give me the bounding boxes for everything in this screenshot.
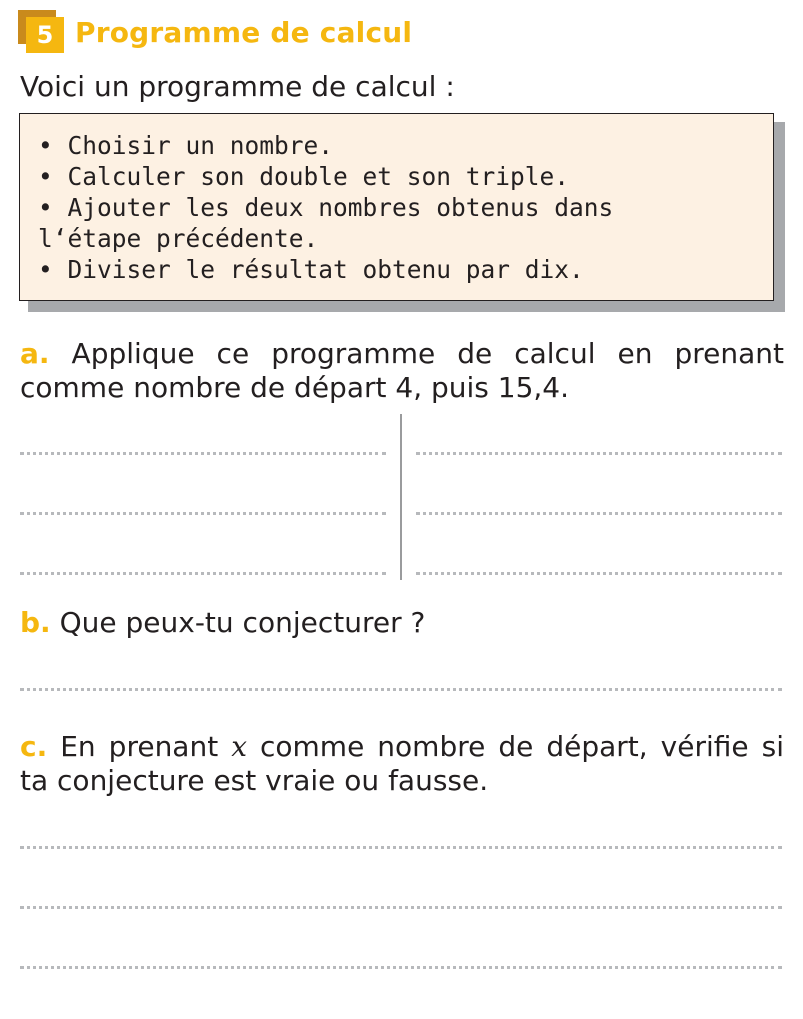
- question-a-text: Applique ce programme de calcul en prenant comme nombre de départ 4, puis 15,4.: [20, 337, 784, 404]
- question-b-letter: b.: [20, 606, 51, 639]
- exercise-number-badge: 5: [26, 17, 64, 53]
- answer-line-a-left-1[interactable]: [20, 452, 386, 455]
- question-a-letter: a.: [20, 337, 50, 370]
- exercise-header: [18, 10, 718, 54]
- answer-line-c-1[interactable]: [20, 846, 782, 849]
- answer-column-divider: [400, 414, 402, 580]
- answer-line-a-right-3[interactable]: [416, 572, 782, 575]
- answer-line-a-left-2[interactable]: [20, 512, 386, 515]
- exercise-title: Programme de calcul: [75, 16, 413, 49]
- answer-line-b-1[interactable]: [20, 688, 782, 691]
- question-c: [20, 730, 784, 798]
- question-b-text: Que peux-tu conjecturer ?: [59, 606, 426, 639]
- answer-line-a-right-1[interactable]: [416, 452, 782, 455]
- question-a: [20, 337, 784, 405]
- program-step: • Ajouter les deux nombres obtenus dans: [38, 193, 614, 222]
- question-c-variable: x: [231, 730, 247, 763]
- answer-line-c-2[interactable]: [20, 906, 782, 909]
- answer-line-a-right-2[interactable]: [416, 512, 782, 515]
- program-step: • Choisir un nombre.: [38, 131, 334, 160]
- program-step: • Calculer son double et son triple.: [38, 162, 570, 191]
- program-step: • Diviser le résultat obtenu par dix.: [38, 255, 584, 284]
- program-step: l‘étape précédente.: [38, 224, 319, 253]
- intro-text: Voici un programme de calcul :: [20, 70, 455, 103]
- question-c-text-before: En prenant: [60, 730, 219, 763]
- answer-line-a-left-3[interactable]: [20, 572, 386, 575]
- program-box: [19, 113, 774, 301]
- question-c-text-after: comme nombre de départ, vérifie si ta conjecture est vraie ou fausse.: [20, 730, 784, 797]
- question-b: [20, 606, 784, 640]
- question-c-letter: c.: [20, 730, 48, 763]
- answer-line-c-3[interactable]: [20, 966, 782, 969]
